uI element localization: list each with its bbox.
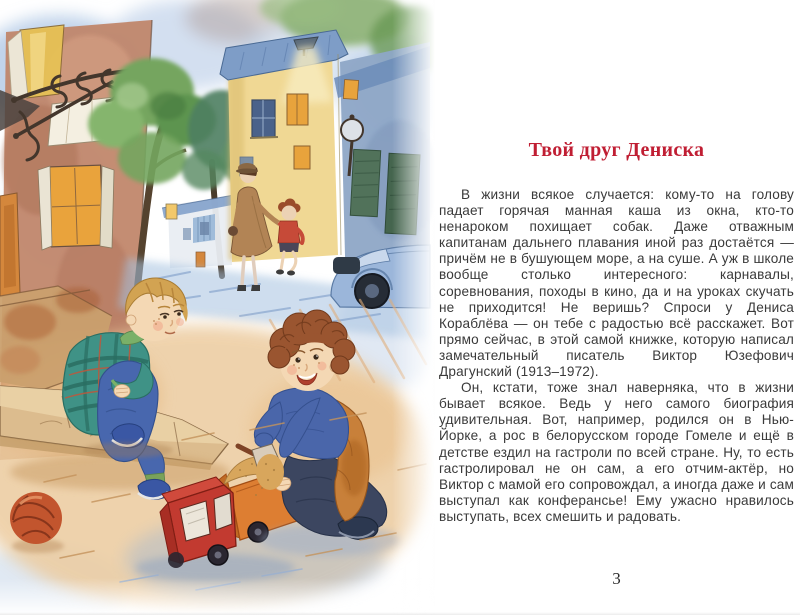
story-body — [439, 187, 794, 525]
bottom-edge-fade — [0, 578, 435, 615]
lamp-globe — [341, 119, 363, 141]
story-paragraph-2: Он, кстати, тоже знал наверняка, что в жизни бывает всякое. Ведь у него самого биография удивительная. Вот, например, родился он в Нью-Йорке, а рос в белорусском городе Гомеле и ещё в детстве ездил на гастроли по всей стране. Ну, то есть гастролировал не он сам, а его отчим-актёр, но Виктор с мамой его сопровождал, а иногда даже и сам выступал как конферансье! Ему ужасно нравилось выступать, всех смешить и радовать. — [439, 380, 794, 524]
page-number: 3 — [612, 569, 621, 588]
right-edge-fade — [392, 0, 435, 615]
story-title: Твой друг Дениска — [528, 139, 705, 161]
text-column — [439, 0, 794, 615]
distant-houses — [162, 195, 234, 268]
story-paragraph-1: В жизни всякое случается: кому-то на голову падает горячая манная каша из окна, кто-то ненароком похищает собак. Даже отважным капитанам дальнего плавания иной раз достаётся — причём не в бушующем море, а на суше. А уж в школе вообще столько интересного: карнавалы, соревнования, походы в кино, да и на уроках скучать не приходится! Не веришь? Спроси у Дениса Кораблёва — он тебе с радостью всё расскажет. Вот прямо сейчас, в этой самой книжке, которую написал замечательный писатель Виктор Юзефович Драгунский (1913–1972). — [439, 187, 794, 380]
